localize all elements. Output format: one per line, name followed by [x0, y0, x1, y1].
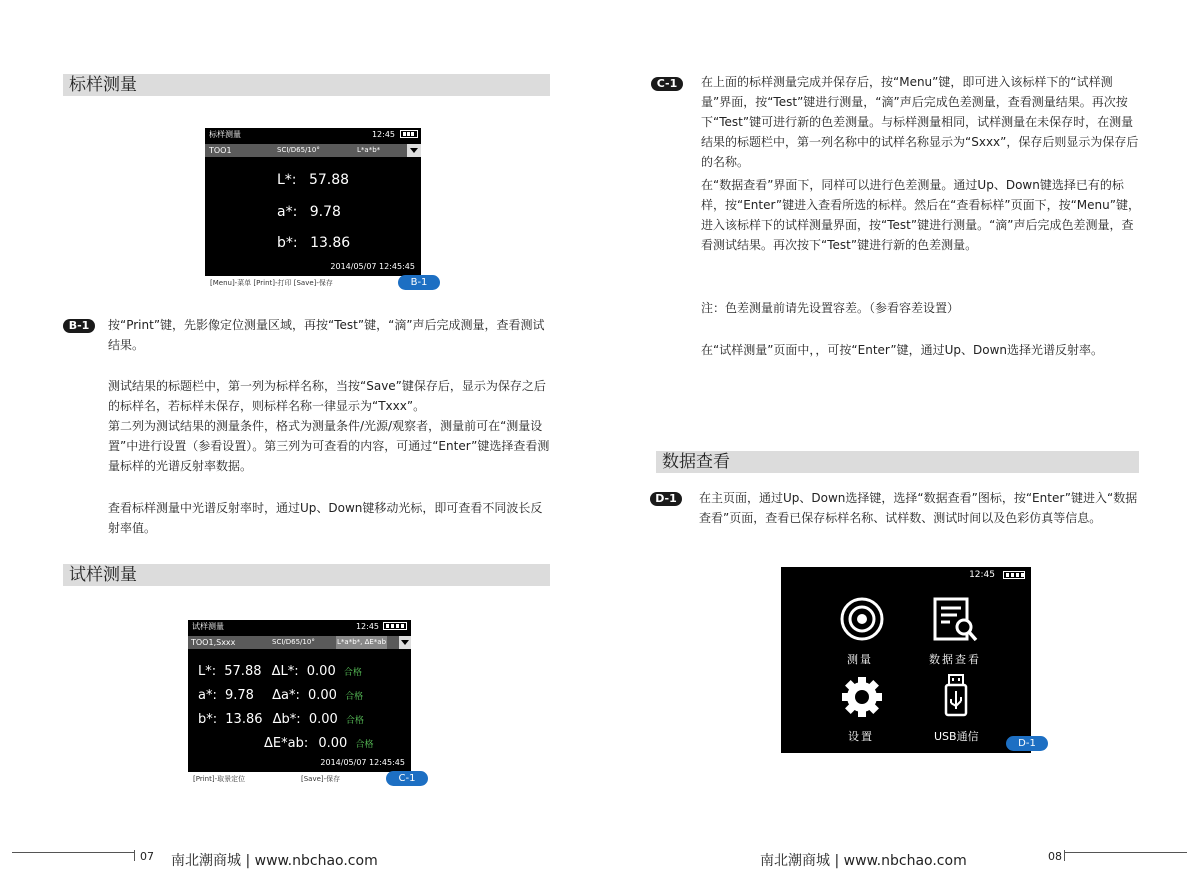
screen-subtitle-bar — [205, 144, 421, 157]
a-value: 9.78 — [309, 204, 341, 220]
sample-name: TOO1 — [209, 146, 232, 155]
paragraph-measure-condition: 第二列为测试结果的测量条件，格式为测量条件/光源/观察者，测量前可在“测量设置”中进行设置（参看设置）。第三列为可查看的内容，可通过“Enter”键选择查看测量标样的光谱反射率数据。 — [108, 419, 550, 473]
battery-icon — [400, 130, 418, 138]
device-screen-main-menu — [781, 567, 1031, 753]
sample-name: TOO1,Sxxx — [191, 638, 236, 647]
screen-time: 12:45 — [371, 130, 395, 139]
c1-instruction: 在上面的标样测量完成并保存后，按“Menu”键，即可进入该标样下的“试样测量”界面，按“Test”键进行测量，“滴”声后完成色差测量，查看测量结果。再次按下“Test”键可进行新的色差测量。与标样测量相同，试样测量在未保存时，在测量结果的标题栏中，第一列名称中的试样名称显示为“Sxxx”，保存后则显示为保存后的名称。 — [701, 75, 1139, 169]
dL-value: 0.00 — [306, 664, 336, 679]
dE-label: ΔE*ab: — [264, 736, 309, 751]
screen2-caption-left: [Print]-取景定位 — [193, 775, 246, 783]
paragraph-title-bar-desc: 测试结果的标题栏中，第一列为标样名称，当按“Save”键保存后，显示为保存之后的标样名，若标样未保存，则标样名称一律显示为“Txxx”。 — [108, 379, 546, 413]
screen-title-bar — [205, 128, 421, 141]
badge-D1-blue: D-1 — [1006, 736, 1048, 751]
menu-label-measure: 测量 — [847, 653, 873, 666]
pass-status: 合格 — [343, 668, 362, 678]
footer-site-left: 南北潮商城 | www.nbchao.com — [171, 853, 378, 869]
dropdown-arrow-icon — [407, 144, 421, 157]
measure-condition: SCI/D65/10° — [272, 638, 315, 646]
footer-site-right: 南北潮商城 | www.nbchao.com — [760, 853, 967, 869]
screen-subtitle-bar — [188, 636, 411, 649]
screen-datetime: 2014/05/07 12:45:45 — [320, 758, 405, 767]
a-label: a*: — [277, 204, 298, 220]
screen2-caption-right: [Save]-保存 — [301, 775, 341, 783]
reading-row-dE — [264, 736, 373, 751]
page-number-right: 08 — [1048, 850, 1062, 863]
footer-divider-left — [134, 850, 135, 861]
screen-title-bar — [188, 620, 411, 633]
section-title-sample-measure: 试样测量 — [63, 564, 550, 586]
badge-D1: D-1 — [650, 492, 682, 506]
dropdown-arrow-icon — [399, 636, 411, 649]
b-value: 13.86 — [310, 235, 351, 251]
note-spectral: 在“试样测量”页面中，，可按“Enter”键，通过Up、Down选择光谱反射率。 — [701, 343, 1103, 357]
L-label: L*: — [277, 172, 297, 188]
a-reading — [277, 204, 341, 220]
footer-rule-left — [12, 852, 134, 853]
screen-title: 标样测量 — [209, 130, 241, 139]
L-label: L*: — [198, 664, 217, 679]
da-label: Δa*: — [272, 688, 300, 703]
measure-condition: SCI/D65/10° — [277, 146, 320, 154]
pass-status: 合格 — [355, 740, 374, 750]
device-screen-sample — [188, 620, 411, 772]
menu-label-settings: 设置 — [848, 730, 874, 743]
L-value: 57.88 — [224, 664, 262, 679]
settings-gear-icon[interactable] — [840, 675, 884, 723]
reading-row-L — [198, 664, 362, 679]
a-label: a*: — [198, 688, 217, 703]
badge-B1-blue: B-1 — [398, 275, 440, 290]
badge-C1: C-1 — [651, 77, 683, 91]
screen-time: 12:45 — [355, 622, 379, 631]
view-content: L*a*b*, ΔE*ab — [336, 636, 387, 649]
menu-label-usb: USB通信 — [934, 730, 979, 743]
da-value: 0.00 — [307, 688, 337, 703]
paragraph-spectral: 查看标样测量中光谱反射率时，通过Up、Down键移动光标，即可查看不同波长反射率值。 — [108, 501, 543, 535]
a-value: 9.78 — [225, 688, 254, 703]
usb-drive-icon[interactable] — [944, 673, 968, 723]
device-screen-standard — [205, 128, 421, 276]
reading-row-b — [198, 712, 364, 727]
d1-instruction: 在主页面，通过Up、Down选择键，选择“数据查看”图标，按“Enter”键进入“数据查看”页面，查看已保存标样名称、试样数、测试时间以及色彩仿真等信息。 — [699, 491, 1138, 525]
menu-label-data-view: 数据查看 — [929, 653, 981, 666]
L-value: 57.88 — [308, 172, 350, 188]
battery-icon — [1003, 571, 1025, 579]
badge-B1: B-1 — [63, 319, 95, 333]
screen-title: 试样测量 — [192, 622, 224, 631]
measure-target-icon[interactable] — [840, 597, 884, 645]
pass-status: 合格 — [345, 692, 364, 702]
page-number-left: 07 — [140, 850, 154, 863]
footer-rule-right — [1065, 852, 1187, 853]
note-tolerance: 注：色差测量前请先设置容差。（参看容差设置） — [701, 301, 960, 315]
dL-label: ΔL*: — [271, 664, 299, 679]
b1-instruction: 按“Print”键，先影像定位测量区域，再按“Test”键，“滴”声后完成测量，查看测试结果。 — [108, 318, 545, 352]
db-label: Δb*: — [272, 712, 301, 727]
b-label: b*: — [198, 712, 218, 727]
battery-icon — [383, 622, 407, 630]
c1-data-view-instruction: 在“数据查看”界面下，同样可以进行色差测量。通过Up、Down键选择已有的标样，按“Enter”键进入查看所选的标样。然后在“查看标样”页面下，按“Menu”键，进入该标样下的试样测量界面，按“Test”键进行测量。“滴”声后完成色差测量，查看测试结果。再次按下“Test”键进行新的色差测量。 — [701, 178, 1140, 252]
screen1-caption: [Menu]-菜单 [Print]-打印 [Save]-保存 — [210, 279, 333, 287]
b-reading — [277, 235, 350, 251]
L-reading — [277, 172, 349, 188]
b-value: 13.86 — [225, 712, 263, 727]
dE-value: 0.00 — [318, 736, 348, 751]
badge-C1-blue: C-1 — [386, 771, 428, 786]
reading-row-a — [198, 688, 363, 703]
screen-datetime: 2014/05/07 12:45:45 — [330, 262, 415, 271]
screen-time: 12:45 — [969, 570, 995, 580]
pass-status: 合格 — [345, 716, 364, 726]
db-value: 0.00 — [308, 712, 338, 727]
section-title-data-view: 数据查看 — [656, 451, 1139, 473]
section-title-standard-measure: 标样测量 — [63, 74, 550, 96]
b-label: b*: — [277, 235, 298, 251]
data-view-document-icon[interactable] — [932, 596, 980, 648]
view-content: L*a*b* — [357, 146, 381, 154]
